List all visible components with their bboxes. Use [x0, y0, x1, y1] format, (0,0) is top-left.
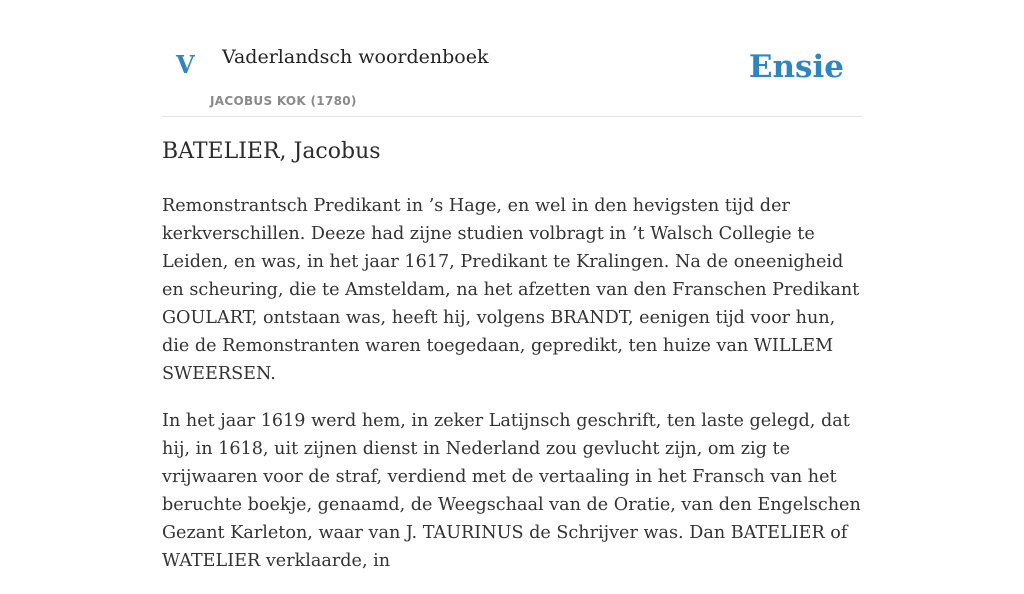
- entry-body: [162, 192, 862, 594]
- page-container: [162, 0, 862, 571]
- ensie-logo[interactable]: Ensie: [748, 49, 844, 85]
- author-link[interactable]: JACOBUS KOK (1780): [210, 94, 357, 108]
- paragraph-1: Remonstrantsch Predikant in ’s Hage, en wel in den hevigsten tijd der kerkverschillen. Deeze had zijne studien volbragt in ’t Walsch Collegie te Leiden, en was, in het jaar 1617, Predikant te Kralingen. Na de oneenigheid en scheuring, die te Amsteldam, na het afzetten van den Franschen Predikant GOULART, ontstaan was, heeft hij, volgens BRANDT, eenigen tijd voor hun, die de Remonstranten waren toegedaan, gepredikt, ten huize van WILLEM SWEERSEN.: [162, 196, 860, 384]
- paragraph-2: In het jaar 1619 werd hem, in zeker Latijnsch geschrift, ten laste gelegd, dat hij, in 1618, uit zijnen dienst in Nederland zou gevlucht zijn, om zig te vrijwaaren voor de straf, verdiend met de vertaaling in het Fransch van het beruchte boekje, genaamd, de Weegschaal van de Oratie, van den Engelschen Gezant Karleton, waar van J. TAURINUS de Schrijver was. Dan BATELIER of WATELIER verklaarde, in: [162, 411, 861, 571]
- book-title-link[interactable]: Vaderlandsch woordenboek: [222, 46, 489, 68]
- section-letter[interactable]: V: [176, 50, 195, 79]
- entry-title: BATELIER, Jacobus: [162, 139, 381, 164]
- site-header: [162, 0, 862, 117]
